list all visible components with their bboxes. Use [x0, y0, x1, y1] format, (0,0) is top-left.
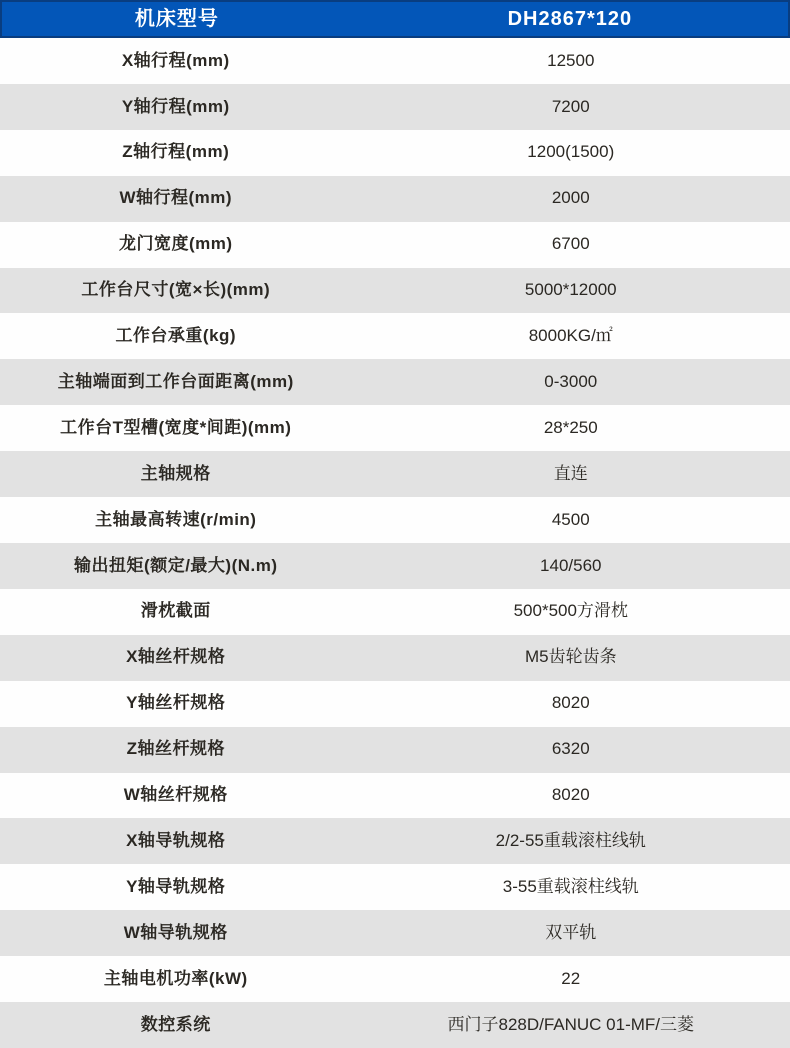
spec-label: W轴行程(mm)	[119, 188, 233, 208]
table-row	[0, 681, 790, 727]
spec-value: 8000KG/㎡	[528, 326, 613, 346]
table-row	[0, 818, 790, 864]
spec-value: M5齿轮齿条	[524, 647, 617, 667]
spec-label: 主轴电机功率(kW)	[103, 968, 248, 988]
spec-value: 8020	[551, 785, 590, 805]
spec-label: 主轴端面到工作台面距离(mm)	[57, 371, 294, 391]
table-row	[0, 176, 790, 222]
spec-label: X轴行程(mm)	[121, 50, 230, 70]
spec-label: X轴丝杆规格	[126, 647, 226, 667]
spec-label: 龙门宽度(mm)	[118, 234, 233, 254]
table-row	[0, 589, 790, 635]
table-row	[0, 773, 790, 819]
table-row	[0, 359, 790, 405]
table-header-row	[0, 0, 790, 38]
spec-label: 数控系统	[140, 1014, 211, 1034]
spec-label: Y轴导轨规格	[126, 876, 226, 896]
table-row	[0, 84, 790, 130]
spec-value: 3-55重载滚柱线轨	[502, 876, 639, 896]
table-row	[0, 313, 790, 359]
spec-label: 输出扭矩(额定/最大)(N.m)	[74, 555, 278, 575]
spec-label: 主轴规格	[140, 463, 211, 483]
header-model-label: 机床型号	[134, 8, 219, 30]
spec-label: Z轴行程(mm)	[122, 142, 230, 162]
spec-value: 西门子828D/FANUC 01-MF/三菱	[447, 1014, 695, 1034]
table-row	[0, 1002, 790, 1048]
table-row	[0, 451, 790, 497]
spec-value: 6700	[551, 234, 590, 254]
spec-value: 5000*12000	[524, 280, 617, 300]
header-model-value: DH2867*120	[507, 8, 633, 30]
spec-label: 工作台T型槽(宽度*间距)(mm)	[60, 417, 292, 437]
spec-value: 500*500方滑枕	[513, 601, 628, 621]
spec-label: Y轴丝杆规格	[126, 693, 226, 713]
spec-label: 工作台尺寸(宽×长)(mm)	[81, 280, 271, 300]
table-row	[0, 956, 790, 1002]
spec-value: 1200(1500)	[527, 142, 615, 162]
spec-value: 0-3000	[544, 371, 598, 391]
spec-label: X轴导轨规格	[126, 831, 226, 851]
spec-value: 直连	[553, 463, 588, 483]
spec-label: 滑枕截面	[140, 601, 211, 621]
spec-label: Z轴丝杆规格	[126, 739, 225, 759]
table-row	[0, 38, 790, 84]
spec-value: 2000	[551, 188, 590, 208]
table-row	[0, 864, 790, 910]
spec-value: 140/560	[540, 555, 602, 575]
spec-label: Y轴行程(mm)	[121, 96, 230, 116]
table-row	[0, 910, 790, 956]
spec-value: 6320	[551, 739, 590, 759]
table-row	[0, 727, 790, 773]
spec-label: W轴丝杆规格	[123, 785, 228, 805]
table-row	[0, 130, 790, 176]
spec-value: 12500	[547, 50, 595, 70]
spec-value: 双平轨	[545, 922, 597, 942]
table-row	[0, 543, 790, 589]
spec-value: 22	[561, 968, 581, 988]
spec-label: 工作台承重(kg)	[115, 326, 237, 346]
table-row	[0, 222, 790, 268]
spec-value: 4500	[551, 509, 590, 529]
spec-value: 28*250	[543, 417, 598, 437]
spec-value: 2/2-55重载滚柱线轨	[495, 831, 646, 851]
table-row	[0, 497, 790, 543]
spec-label: 主轴最高转速(r/min)	[95, 509, 257, 529]
table-row	[0, 405, 790, 451]
table-row	[0, 268, 790, 314]
spec-label: W轴导轨规格	[123, 922, 228, 942]
spec-value: 8020	[551, 693, 590, 713]
table-row	[0, 635, 790, 681]
spec-value: 7200	[551, 96, 590, 116]
